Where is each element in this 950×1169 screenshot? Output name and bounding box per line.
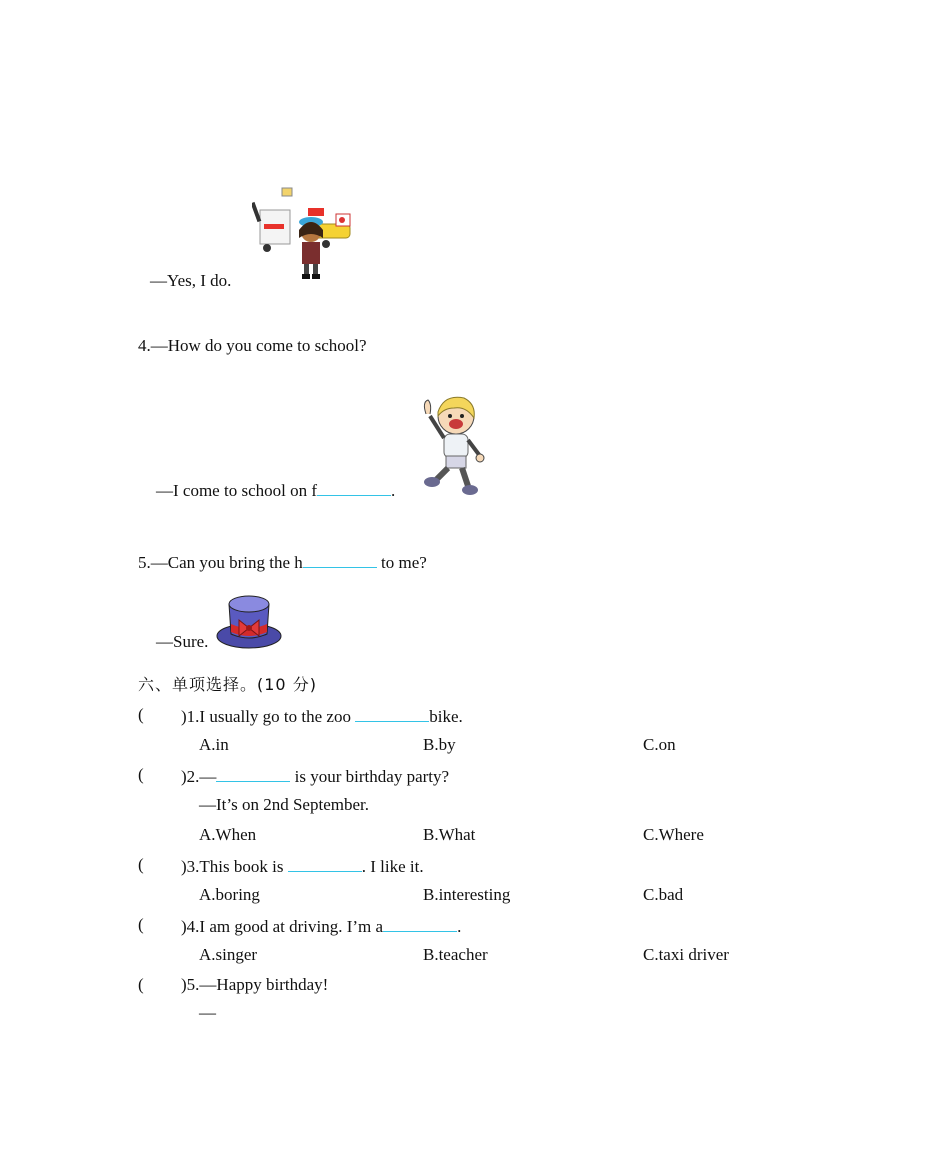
mc-question-3 xyxy=(181,855,424,877)
mc-2-option-a[interactable]: A.When xyxy=(199,825,257,844)
mc-2-option-c[interactable]: C.Where xyxy=(643,825,704,844)
q5-question xyxy=(138,551,427,573)
mc-3-option-b[interactable]: B.interesting xyxy=(423,885,511,904)
answer-paren-2[interactable]: ( xyxy=(138,765,144,784)
mc-3-option-a[interactable]: A.boring xyxy=(199,885,260,904)
q5-question-start: 5.—Can you bring the h xyxy=(138,553,303,572)
section-6-title: 六、单项选择。(10 分) xyxy=(138,675,317,694)
mc-question-4 xyxy=(181,915,461,937)
running-boy-picture xyxy=(418,394,488,496)
mc-question-4-text: )4.I am good at driving. I’m a xyxy=(181,917,384,936)
mc-1-option-c[interactable]: C.on xyxy=(643,735,676,754)
mc-1-option-b[interactable]: B.by xyxy=(423,735,456,754)
top-hat-picture xyxy=(215,592,283,650)
q3-answer: —Yes, I do. xyxy=(150,271,232,290)
mc-question-3-text: )3.This book is xyxy=(181,857,288,876)
q4-blank[interactable] xyxy=(317,479,391,496)
q5-answer: —Sure. xyxy=(156,632,209,651)
mc-question-3-end: . I like it. xyxy=(361,857,424,876)
mc-question-2-end: is your birthday party? xyxy=(290,767,450,786)
answer-paren-5[interactable]: ( xyxy=(138,975,144,994)
q5-blank[interactable] xyxy=(303,551,377,568)
mc-question-2-reply: —It’s on 2nd September. xyxy=(199,795,369,814)
q4-answer-start: —I come to school on f xyxy=(156,481,317,500)
mc-question-5-reply: — xyxy=(199,1003,216,1022)
mc-question-5: )5.—Happy birthday! xyxy=(181,975,329,994)
mc-4-option-a[interactable]: A.singer xyxy=(199,945,258,964)
q4-answer xyxy=(156,479,395,501)
mc-1-option-a[interactable]: A.in xyxy=(199,735,229,754)
q4-answer-end: . xyxy=(391,481,396,500)
mc-4-option-b[interactable]: B.teacher xyxy=(423,945,488,964)
q4-question: 4.—How do you come to school? xyxy=(138,336,367,355)
mc-question-3-blank[interactable] xyxy=(288,855,362,872)
mc-question-4-end: . xyxy=(457,917,462,936)
mc-question-2-text: )2.— xyxy=(181,767,217,786)
pilot-airplane-picture xyxy=(252,184,356,282)
mc-question-2 xyxy=(181,765,449,787)
mc-question-1 xyxy=(181,705,463,727)
mc-2-option-b[interactable]: B.What xyxy=(423,825,476,844)
mc-3-option-c[interactable]: C.bad xyxy=(643,885,684,904)
answer-paren-4[interactable]: ( xyxy=(138,915,144,934)
mc-question-4-blank[interactable] xyxy=(383,915,457,932)
mc-question-2-blank[interactable] xyxy=(216,765,290,782)
mc-question-1-blank[interactable] xyxy=(355,705,429,722)
mc-question-1-text: )1.I usually go to the zoo xyxy=(181,707,356,726)
q5-question-end: to me? xyxy=(376,553,427,572)
mc-4-option-c[interactable]: C.taxi driver xyxy=(643,945,729,964)
answer-paren-1[interactable]: ( xyxy=(138,705,144,724)
answer-paren-3[interactable]: ( xyxy=(138,855,144,874)
mc-question-1-end: bike. xyxy=(429,707,463,726)
